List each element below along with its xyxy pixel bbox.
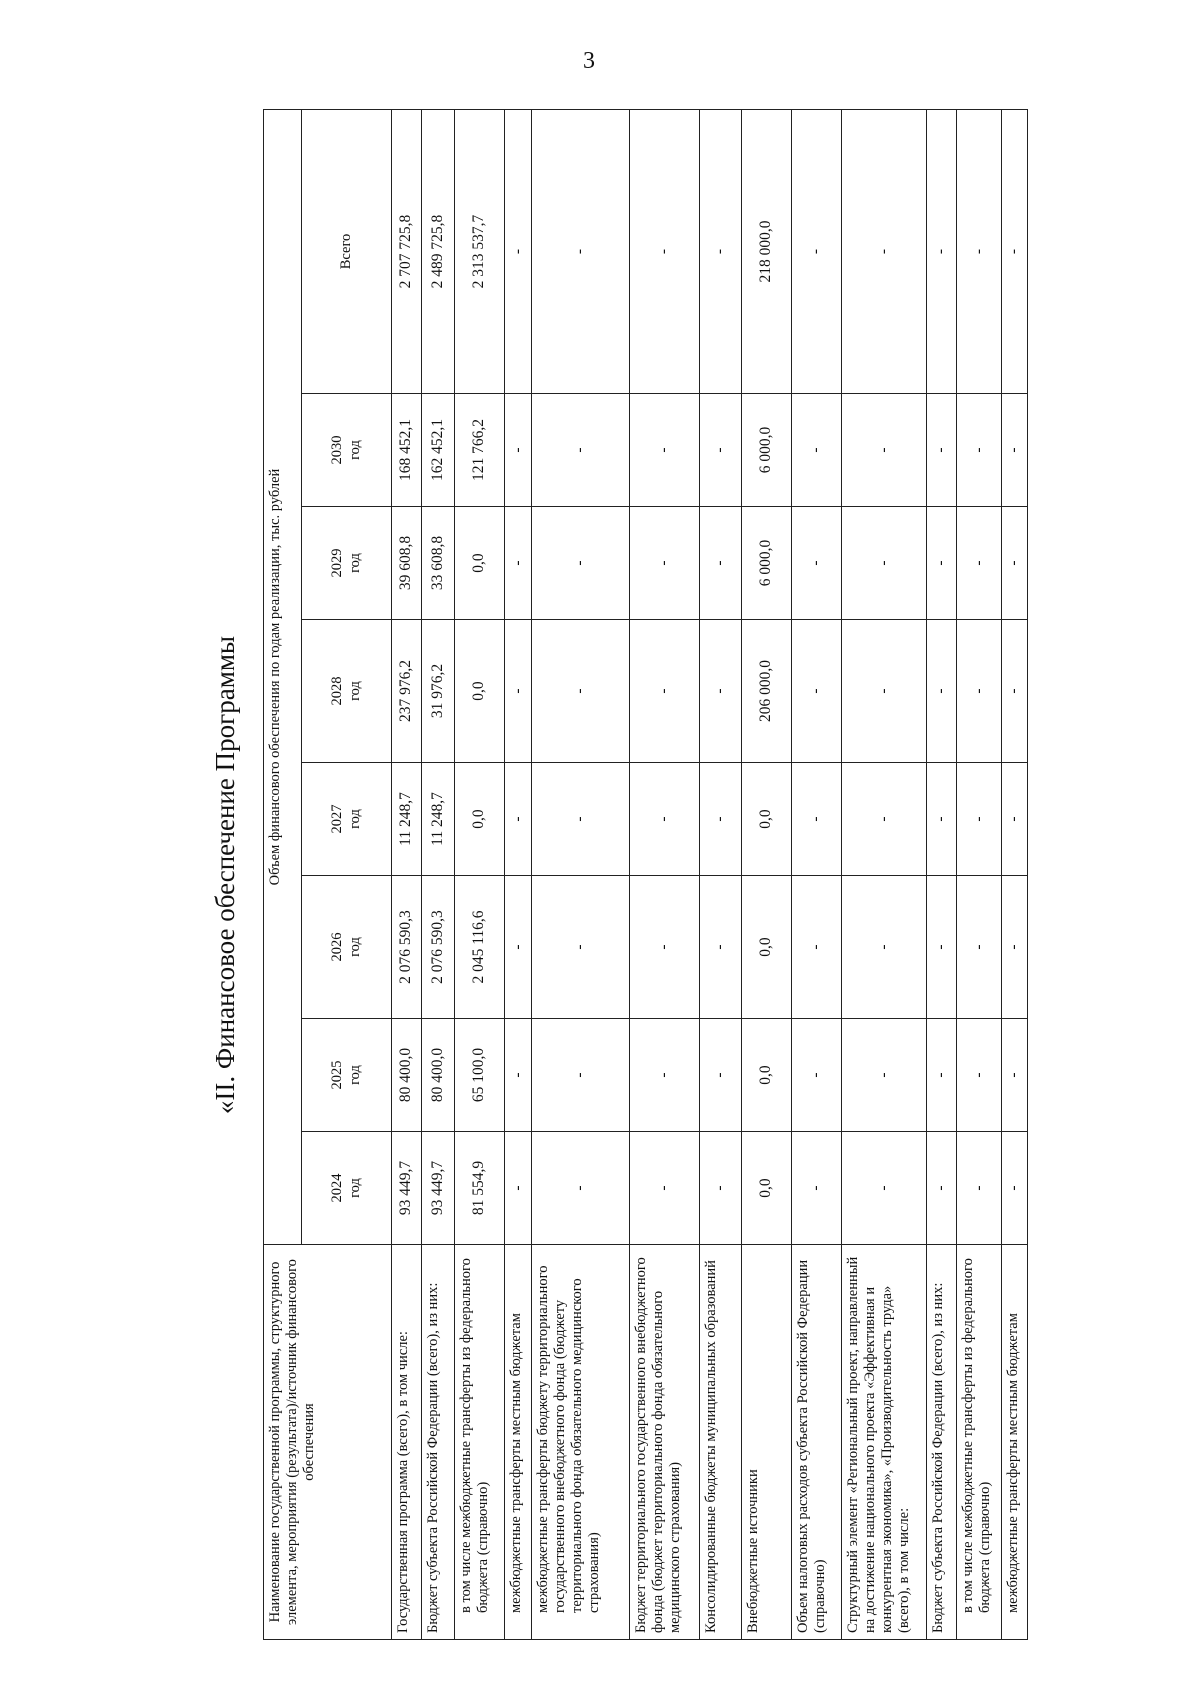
row-year-value: - [630,1132,700,1245]
row-year-value: - [792,620,842,763]
row-year-value: 80 400,0 [392,1019,422,1132]
row-year-value: 81 554,9 [455,1132,505,1245]
row-total-value: - [792,109,842,393]
row-year-value: 33 608,8 [422,507,455,620]
row-year-value: - [505,394,532,507]
row-year-value: - [957,1132,1002,1245]
row-year-value: 93 449,7 [392,1132,422,1245]
table-row [792,109,842,1639]
table-row [532,109,630,1639]
row-year-value: - [792,507,842,620]
row-label: Объем налоговых расходов субъекта Российской Федерации (справочно) [792,1245,842,1640]
table-row [422,109,455,1639]
row-year-value: 2 076 590,3 [392,876,422,1019]
row-year-value: 162 452,1 [422,394,455,507]
row-year-value: - [505,1132,532,1245]
table-row [927,109,957,1639]
row-year-value: - [1002,620,1028,763]
row-label: Бюджет территориального государственного внебюджетного фонда (бюджет территориального фонда обязательного медицинского страхования) [630,1245,700,1640]
row-year-value: - [842,394,927,507]
row-label: в том числе межбюджетные трансферты из федерального бюджета (справочно) [957,1245,1002,1640]
row-year-value: - [957,620,1002,763]
row-year-value: - [842,1132,927,1245]
row-total-value: 2 313 537,7 [455,109,505,393]
row-year-value: - [842,1019,927,1132]
header-year: 2027 год [302,763,392,876]
row-year-value: 80 400,0 [422,1019,455,1132]
row-year-value: - [927,1019,957,1132]
row-year-value: - [630,763,700,876]
header-year: 2028 год [302,620,392,763]
row-year-value: - [505,620,532,763]
row-year-value: 0,0 [742,1132,792,1245]
header-row-group [264,109,302,1639]
row-label: межбюджетные трансферты местным бюджетам [505,1245,532,1640]
row-year-value: - [792,1132,842,1245]
row-year-value: 65 100,0 [455,1019,505,1132]
row-year-value: - [842,620,927,763]
row-year-value: - [532,763,630,876]
row-year-value: - [842,763,927,876]
row-label: Бюджет субъекта Российской Федерации (всего), из них: [927,1245,957,1640]
row-total-value: 218 000,0 [742,109,792,393]
row-total-value: - [842,109,927,393]
row-year-value: 6 000,0 [742,507,792,620]
header-year: 2029 год [302,507,392,620]
header-name: Наименование государственной программы, структурного элемента, мероприятия (результата)/источник финансового обеспечения [264,1245,392,1640]
row-year-value: - [1002,876,1028,1019]
row-year-value: - [842,876,927,1019]
row-year-value: - [792,763,842,876]
row-label: Структурный элемент «Региональный проект, направленный на достижение национального проекта «Эффективная и конкурентная экономика», «Производительность труда» (всего), в том числе: [842,1245,927,1640]
table-row [505,109,532,1639]
row-year-value: - [927,507,957,620]
row-year-value: 93 449,7 [422,1132,455,1245]
row-year-value: - [505,876,532,1019]
row-year-value: 121 766,2 [455,394,505,507]
row-year-value: - [700,763,742,876]
row-year-value: 6 000,0 [742,394,792,507]
financing-table [263,109,1028,1640]
row-year-value: 2 045 116,6 [455,876,505,1019]
row-year-value: - [792,1019,842,1132]
table-row [630,109,700,1639]
row-year-value: - [927,876,957,1019]
row-year-value: 11 248,7 [422,763,455,876]
row-year-value: - [505,507,532,620]
row-year-value: 206 000,0 [742,620,792,763]
row-year-value: - [957,763,1002,876]
header-group: Объем финансового обеспечения по годам реализации, тыс. рублей [264,109,302,1244]
row-year-value: - [630,394,700,507]
table-body [392,109,1028,1639]
row-total-value: - [1002,109,1028,393]
row-year-value: 0,0 [455,507,505,620]
row-year-value: - [792,394,842,507]
row-year-value: 11 248,7 [392,763,422,876]
row-year-value: - [957,394,1002,507]
table-row [957,109,1002,1639]
row-year-value: - [1002,507,1028,620]
row-year-value: - [927,620,957,763]
row-year-value: - [927,394,957,507]
row-label: Внебюджетные источники [742,1245,792,1640]
header-year: 2024 год [302,1132,392,1245]
row-year-value: - [1002,1132,1028,1245]
row-year-value: - [505,1019,532,1132]
header-year: 2025 год [302,1019,392,1132]
row-year-value: - [532,507,630,620]
header-total: Всего [302,109,392,393]
row-year-value: - [532,620,630,763]
row-year-value: 0,0 [742,876,792,1019]
row-year-value: - [630,876,700,1019]
page-number: 3 [583,48,595,74]
row-label: межбюджетные трансферты бюджету территориального государственного внебюджетного фонда (бюджету территориального фонда обязательного медицинского страхования) [532,1245,630,1640]
row-year-value: 168 452,1 [392,394,422,507]
row-year-value: 237 976,2 [392,620,422,763]
row-year-value: - [532,876,630,1019]
row-year-value: - [792,876,842,1019]
rotated-content [205,110,1095,1640]
row-year-value: - [700,1019,742,1132]
row-year-value: - [630,1019,700,1132]
row-year-value: - [957,507,1002,620]
row-year-value: 0,0 [742,763,792,876]
row-year-value: 31 976,2 [422,620,455,763]
row-year-value: - [700,1132,742,1245]
table-row [742,109,792,1639]
row-year-value: - [957,1019,1002,1132]
row-year-value: - [957,876,1002,1019]
row-year-value: - [842,507,927,620]
row-year-value: 0,0 [742,1019,792,1132]
row-year-value: 0,0 [455,763,505,876]
row-year-value: - [1002,1019,1028,1132]
row-year-value: - [927,763,957,876]
row-year-value: - [700,876,742,1019]
row-year-value: - [505,763,532,876]
row-year-value: - [532,394,630,507]
row-total-value: - [630,109,700,393]
row-total-value: 2 489 725,8 [422,109,455,393]
header-year: 2026 год [302,876,392,1019]
table-row [1002,109,1028,1639]
row-year-value: - [700,507,742,620]
table-row [700,109,742,1639]
header-year: 2030 год [302,394,392,507]
row-year-value: 2 076 590,3 [422,876,455,1019]
row-label: межбюджетные трансферты местным бюджетам [1002,1245,1028,1640]
table-row [392,109,422,1639]
row-total-value: - [532,109,630,393]
row-year-value: - [700,394,742,507]
row-total-value: - [957,109,1002,393]
row-label: в том числе межбюджетные трансферты из федерального бюджета (справочно) [455,1245,505,1640]
table-row [842,109,927,1639]
row-total-value: 2 707 725,8 [392,109,422,393]
row-year-value: - [630,620,700,763]
row-label: Консолидированные бюджеты муниципальных образований [700,1245,742,1640]
row-label: Бюджет субъекта Российской Федерации (всего), из них: [422,1245,455,1640]
section-title: «II. Финансовое обеспечение Программы [210,635,240,1115]
row-year-value: - [630,507,700,620]
row-year-value: - [1002,394,1028,507]
row-year-value: - [1002,763,1028,876]
row-year-value: - [532,1132,630,1245]
table-row [455,109,505,1639]
row-year-value: 39 608,8 [392,507,422,620]
row-total-value: - [505,109,532,393]
row-total-value: - [927,109,957,393]
row-total-value: - [700,109,742,393]
row-year-value: - [532,1019,630,1132]
row-year-value: - [927,1132,957,1245]
row-label: Государственная программа (всего), в том числе: [392,1245,422,1640]
row-year-value: 0,0 [455,620,505,763]
row-year-value: - [700,620,742,763]
